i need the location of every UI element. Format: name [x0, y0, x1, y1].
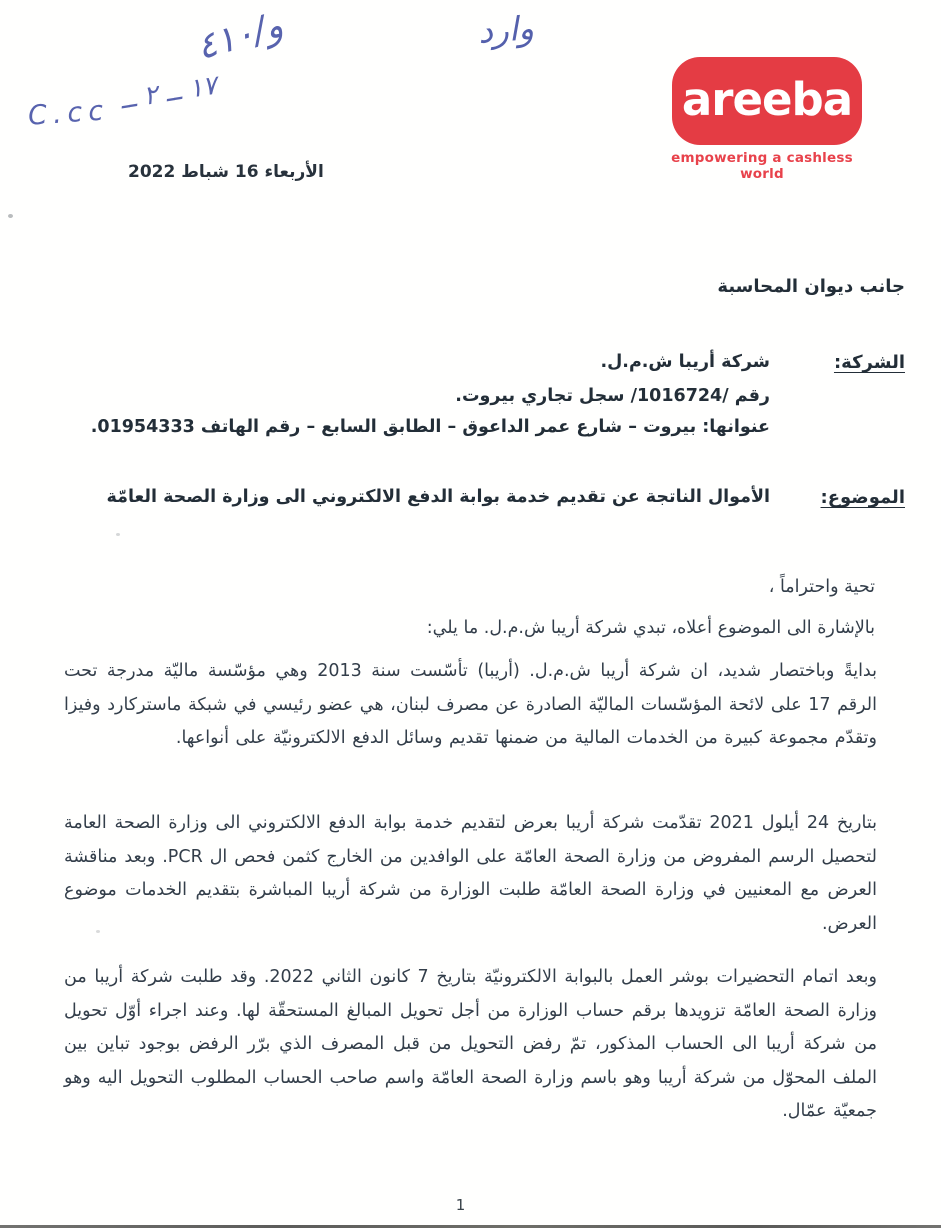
handwritten-reference-number: و/٤١٠ [192, 4, 288, 69]
body-paragraph-2: بتاريخ 24 أيلول 2021 تقدّمت شركة أريبا بعرض لتقديم خدمة بوابة الدفع الالكتروني الى وزارة الصحة العامة لتحصيل الرسم المفروض من وزارة الصحة العامّة على الوافدين من الخارج كثمن فحص ال PCR. وبعد مناقشة العرض مع المعنيين في وزارة الصحة العامّة طلبت الوزارة من شركة أريبا المباشرة بتقديم الخدمات موضوع العرض. [64, 813, 878, 934]
letter-date: الأربعاء 16 شباط 2022 [128, 162, 324, 182]
company-name: شركة أريبا ش.م.ل. [600, 352, 770, 372]
areeba-logo-wordmark: areeba [681, 72, 853, 126]
handwritten-initials-scribble: C.cc [27, 95, 111, 132]
handwritten-incoming-stamp: وارد [476, 8, 536, 51]
areeba-logo [672, 57, 862, 145]
subject-text: الأموال الناتجة عن تقديم خدمة بوابة الدفع الالكتروني الى وزارة الصحة العامّة [106, 487, 770, 507]
scan-speck [96, 930, 100, 933]
page-number: 1 [455, 1196, 466, 1214]
company-registry-number: رقم /1016724/ سجل تجاري بيروت. [455, 386, 770, 406]
letter-greeting: تحية واحتراماً ، [768, 577, 875, 597]
letter-addressee: جانب ديوان المحاسبة [717, 276, 905, 297]
scan-speck [8, 214, 13, 218]
scan-speck [116, 533, 120, 536]
handwritten-reference-date: ١٧ ــ ٢ ــ [118, 70, 219, 116]
subject-label: الموضوع: [820, 487, 905, 508]
areeba-logo-tagline: empowering a cashless world [671, 150, 853, 182]
body-paragraph-1: بدايةً وباختصار شديد، ان شركة أريبا ش.م.ل. (أريبا) تأسّست سنة 2013 وهي مؤسّسة ماليّة مدرجة تحت الرقم 17 على لائحة المؤسّسات الماليّة الصادرة عن مصرف لبنان، هي عضو رئيسي في شبكة ماستركارد وفيزا وتقدّم مجموعة كبيرة من الخدمات المالية من ضمنها تقديم وسائل الدفع الالكترونيّة على أنواعها. [64, 661, 877, 748]
company-address: عنوانها: بيروت – شارع عمر الداعوق – الطابق السابع – رقم الهاتف 01954333. [90, 417, 770, 437]
company-label: الشركة: [833, 352, 905, 373]
body-paragraph-3: وبعد اتمام التحضيرات بوشر العمل بالبوابة الالكترونيّة بتاريخ 7 كانون الثاني 2022. وقد طلبت شركة أريبا من وزارة الصحة العامّة تزويدها برقم حساب الوزارة من أجل تحويل المبالغ المستحقّة لها. وعند اجراء أوّل تحويل من شركة أريبا الى الحساب المذكور، تمّ رفض التحويل من قبل المصرف الذي برّر الرفض بوجود تباين بين الملف المحوّل من شركة أريبا وهو باسم وزارة الصحة العامّة واسم صاحب الحساب المطلوب التحويل اليه وهو جمعيّة عمّال. [64, 967, 877, 1121]
letter-intro-line: بالإشارة الى الموضوع أعلاه، تبدي شركة أريبا ش.م.ل. ما يلي: [426, 618, 875, 638]
